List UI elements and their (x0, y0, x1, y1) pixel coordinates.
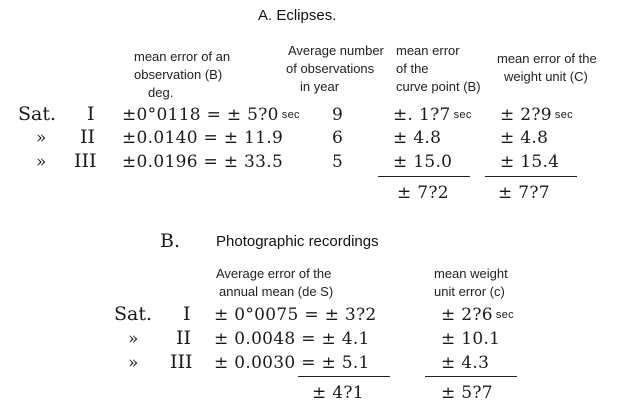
b-row2-error: ± 0.0048 = ± 4.1 (214, 329, 370, 349)
b-total-divider-weight (425, 376, 517, 377)
header-weight-1: mean error of the (497, 51, 597, 66)
a-row2-curve: ± 4.8 (393, 128, 442, 148)
header-avg-obs-1: Average number (288, 43, 384, 58)
section-b-letter: B. (160, 230, 181, 252)
a-row3-num: III (74, 150, 97, 172)
a-row1-error: ±0°0118 = ± 5?0 sec (122, 105, 300, 125)
b-row2-weight: ± 10.1 (441, 329, 501, 349)
b-total-error: ± 4?1 (312, 383, 364, 403)
a-row1-weight-unit: sec (554, 109, 573, 121)
b-row1-error: ± 0°0075 = ± 3?2 (214, 305, 377, 325)
a-row2-count: 6 (332, 128, 344, 148)
b-row2-sat: » (128, 329, 139, 349)
a-total-weight: ± 7?7 (498, 183, 550, 203)
a-row2-weight: ± 4.8 (500, 128, 549, 148)
a-row3-sat: » (36, 152, 47, 172)
a-row2-sat: » (36, 128, 47, 148)
header-mean-weight-1: mean weight (434, 266, 508, 281)
header-avg-error-1: Average error of the (216, 266, 332, 281)
header-avg-error-2: annual mean (de S) (219, 284, 334, 299)
b-row1-num: I (183, 303, 191, 325)
b-total-divider-error (298, 376, 390, 377)
a-row1-curve-unit: sec (453, 109, 472, 121)
a-total-divider-curve (378, 176, 470, 177)
b-row1-sat: Sat. (114, 303, 153, 325)
a-row3-curve: ± 15.0 (393, 152, 453, 172)
a-row1-sat: Sat. (18, 103, 57, 125)
a-total-curve: ± 7?2 (397, 183, 449, 203)
b-row3-num: III (170, 351, 193, 373)
header-avg-obs-3: in year (300, 79, 340, 94)
section-a-title: A. Eclipses. (258, 7, 337, 24)
a-row3-count: 5 (332, 152, 344, 172)
header-mean-error-obs-1: mean error of an (134, 49, 231, 64)
b-row2-num: II (176, 327, 192, 349)
header-curve-3: curve point (B) (396, 79, 481, 94)
a-row2-error: ±0.0140 = ± 11.9 (122, 128, 284, 148)
b-row3-sat: » (128, 353, 139, 373)
section-b-title: Photographic recordings (216, 233, 379, 250)
b-row3-weight: ± 4.3 (441, 353, 490, 373)
a-row1-num: I (87, 103, 95, 125)
b-row1-weight: ± 2?6 sec (441, 305, 514, 325)
header-mean-error-obs-3: deg. (148, 85, 174, 100)
a-row1-weight: ± 2?9 sec (500, 105, 573, 125)
b-row1-weight-unit: sec (495, 309, 514, 321)
a-total-divider-weight (485, 176, 577, 177)
a-row3-error: ±0.0196 = ± 33.5 (122, 152, 284, 172)
header-curve-1: mean error (396, 43, 460, 58)
header-weight-2: weight unit (C) (504, 69, 588, 84)
header-curve-2: of the (396, 61, 429, 76)
b-row3-error: ± 0.0030 = ± 5.1 (214, 353, 370, 373)
a-row1-count: 9 (332, 105, 344, 125)
a-row2-num: II (80, 126, 96, 148)
header-mean-error-obs-2: observation (B) (134, 67, 223, 82)
b-total-weight: ± 5?7 (441, 383, 493, 403)
header-avg-obs-2: of observations (286, 61, 375, 76)
header-mean-weight-2: unit error (c) (434, 284, 505, 299)
a-row1-unit: sec (281, 109, 300, 121)
a-row3-weight: ± 15.4 (500, 152, 560, 172)
a-row1-curve: ±. 1?7 sec (393, 105, 472, 125)
